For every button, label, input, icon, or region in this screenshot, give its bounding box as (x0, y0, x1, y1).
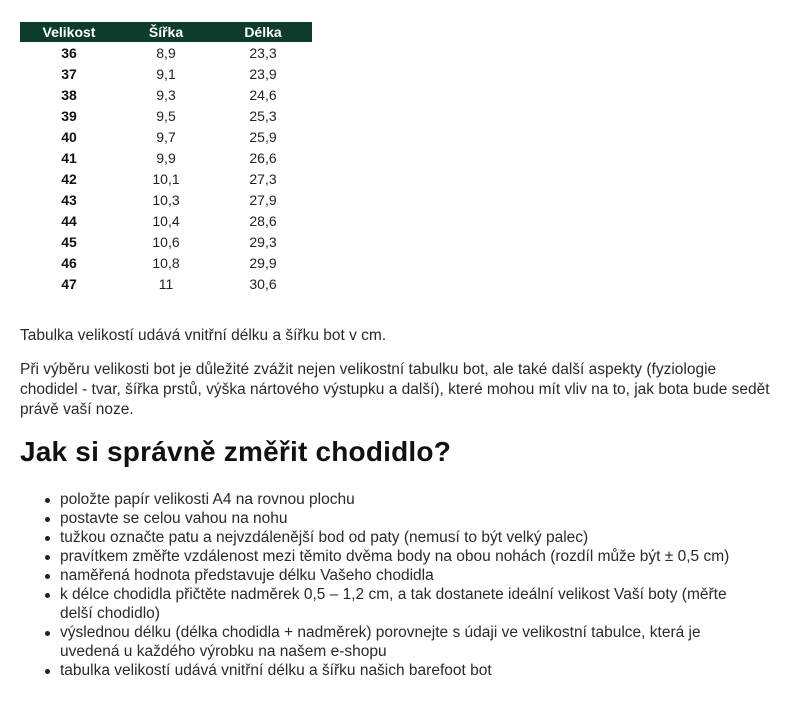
width-cell: 9,7 (156, 128, 176, 145)
table-row (20, 231, 312, 252)
width-cell: 10,3 (152, 191, 180, 208)
table-row (20, 63, 312, 84)
length-cell: 23,9 (249, 65, 277, 82)
size-cell: 47 (61, 275, 77, 292)
section-heading: Jak si správně změřit chodidlo? (20, 436, 451, 467)
length-cell: 25,9 (249, 128, 277, 145)
table-row (20, 210, 312, 231)
table-row (20, 189, 312, 210)
intro-paragraph: Tabulka velikostí udává vnitřní délku a šířku bot v cm. (20, 327, 387, 344)
length-cell: 27,3 (249, 170, 277, 187)
length-cell: 23,3 (249, 44, 277, 61)
width-cell: 10,4 (152, 212, 180, 229)
table-row (20, 168, 312, 189)
table-row (20, 147, 312, 168)
list-item: postavte se celou vahou na nohu (20, 509, 760, 528)
size-table-header-row (20, 22, 312, 42)
measurement-steps-list (20, 490, 760, 680)
size-cell: 43 (61, 191, 77, 208)
size-table (20, 22, 312, 294)
size-cell: 38 (61, 86, 77, 103)
size-cell: 42 (61, 170, 77, 187)
length-cell: 24,6 (249, 86, 277, 103)
width-cell: 9,5 (156, 107, 176, 124)
size-cell: 45 (61, 233, 77, 250)
list-item: tabulka velikostí udává vnitřní délku a šířku našich barefoot bot (20, 661, 760, 680)
list-item: položte papír velikosti A4 na rovnou plochu (20, 490, 760, 509)
length-cell: 29,3 (249, 233, 277, 250)
size-cell: 36 (61, 44, 77, 61)
list-item: výslednou délku (délka chodidla + nadměrek) porovnejte s údaji ve velikostní tabulce, která je uvedená u každého výrobku na našem e-shopu (20, 623, 760, 661)
size-cell: 41 (61, 149, 77, 166)
length-cell: 26,6 (249, 149, 277, 166)
table-row (20, 126, 312, 147)
width-cell: 10,1 (152, 170, 180, 187)
width-cell: 8,9 (156, 44, 176, 61)
length-cell: 30,6 (249, 275, 277, 292)
size-cell: 44 (61, 212, 77, 229)
size-cell: 40 (61, 128, 77, 145)
list-item: k délce chodidla přičtěte nadměrek 0,5 – 1,2 cm, a tak dostanete ideální velikost Vaší boty (měřte delší chodidlo) (20, 585, 760, 623)
width-cell: 10,8 (152, 254, 180, 271)
list-item: pravítkem změřte vzdálenost mezi těmito dvěma body na obou nohách (rozdíl může být ± 0,5 cm) (20, 547, 760, 566)
list-item: tužkou označte patu a nejvzdálenější bod od paty (nemusí to být velký palec) (20, 528, 760, 547)
size-cell: 39 (61, 107, 77, 124)
size-cell: 46 (61, 254, 77, 271)
table-row (20, 84, 312, 105)
length-cell: 28,6 (249, 212, 277, 229)
width-cell: 9,9 (156, 149, 176, 166)
header-width: Šířka (118, 22, 214, 42)
width-cell: 9,3 (156, 86, 176, 103)
advice-paragraph: Při výběru velikosti bot je důležité zvážit nejen velikostní tabulku bot, ale také další aspekty (fyziologie chodidel - tvar, šířka prstů, výška nártového výstupku a další), které mohou mít vliv na to, jak bota bude sedět právě vaší noze. (20, 361, 770, 418)
size-table-body (20, 42, 312, 294)
table-row (20, 105, 312, 126)
header-length: Délka (214, 22, 312, 42)
table-row (20, 42, 312, 63)
size-cell: 37 (61, 65, 77, 82)
length-cell: 29,9 (249, 254, 277, 271)
width-cell: 10,6 (152, 233, 180, 250)
width-cell: 11 (158, 275, 174, 292)
list-item: naměřená hodnota představuje délku Vašeho chodidla (20, 566, 760, 585)
table-row (20, 252, 312, 273)
width-cell: 9,1 (156, 65, 176, 82)
table-row (20, 273, 312, 294)
length-cell: 27,9 (249, 191, 277, 208)
header-size: Velikost (20, 22, 118, 42)
length-cell: 25,3 (249, 107, 277, 124)
